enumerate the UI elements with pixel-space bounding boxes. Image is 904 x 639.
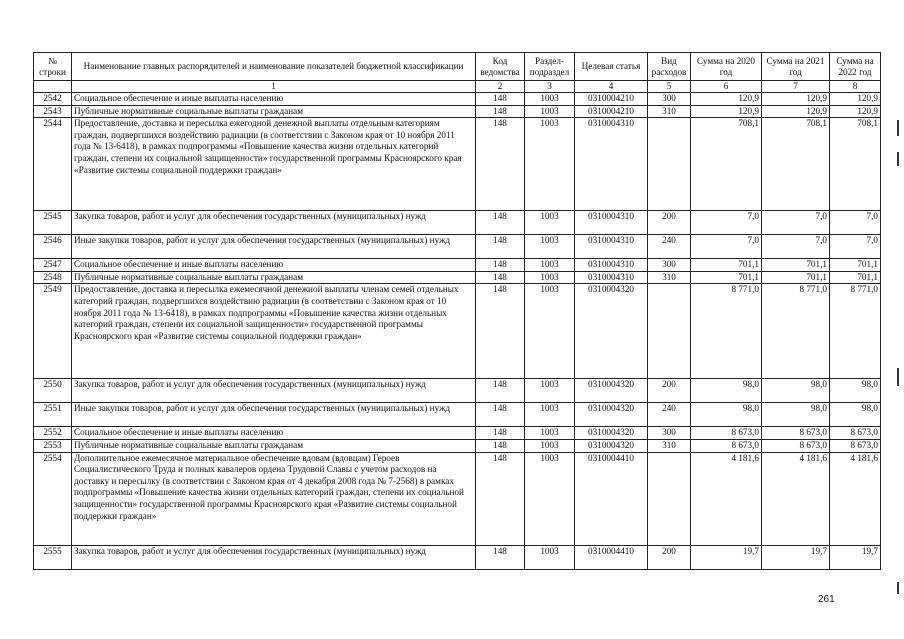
header-cell: Сумма на 2021 год: [762, 53, 830, 81]
page-number: 261: [818, 594, 835, 605]
dept-code-cell: 148: [476, 93, 525, 106]
row-number-cell: 2545: [34, 211, 72, 235]
dept-code-cell: 148: [476, 452, 525, 545]
target-article-cell: 0310004320: [575, 379, 648, 403]
sum-2022-cell: 708,1: [830, 118, 881, 211]
dept-code-cell: 148: [476, 235, 525, 259]
row-number-cell: 2548: [34, 271, 72, 284]
sum-2021-cell: 4 181,6: [762, 452, 830, 545]
row-name-cell: Социальное обеспечение и иные выплаты населению: [72, 93, 476, 106]
expense-type-cell: [648, 284, 691, 379]
header-cell: Раздел-подраздел: [525, 53, 575, 81]
sum-2020-cell: 98,0: [691, 379, 762, 403]
target-article-cell: 0310004310: [575, 259, 648, 272]
target-article-cell: 0310004410: [575, 452, 648, 545]
target-article-cell: 0310004320: [575, 284, 648, 379]
row-number-cell: 2543: [34, 105, 72, 118]
table-row: [34, 93, 881, 106]
dept-code-cell: 148: [476, 271, 525, 284]
sum-2022-cell: 701,1: [830, 259, 881, 272]
sum-2020-cell: 701,1: [691, 271, 762, 284]
sum-2021-cell: 120,9: [762, 93, 830, 106]
sum-2022-cell: 4 181,6: [830, 452, 881, 545]
section-cell: 1003: [525, 211, 575, 235]
row-number-cell: 2544: [34, 118, 72, 211]
table-row: [34, 427, 881, 440]
section-cell: 1003: [525, 545, 575, 569]
target-article-cell: 0310004310: [575, 235, 648, 259]
row-number-cell: 2550: [34, 379, 72, 403]
budget-table-sheet: [33, 52, 881, 570]
expense-type-cell: [648, 452, 691, 545]
header-cell: Сумма на 2020 год: [691, 53, 762, 81]
row-number-cell: 2542: [34, 93, 72, 106]
sum-2020-cell: 19,7: [691, 545, 762, 569]
section-cell: 1003: [525, 427, 575, 440]
section-cell: 1003: [525, 93, 575, 106]
table-row: [34, 439, 881, 452]
column-number-cell: 5: [648, 81, 691, 93]
target-article-cell: 0310004320: [575, 427, 648, 440]
sum-2022-cell: 120,9: [830, 93, 881, 106]
table-row: [34, 284, 881, 379]
section-cell: 1003: [525, 284, 575, 379]
scan-margin-mark: [897, 120, 899, 136]
target-article-cell: 0310004310: [575, 118, 648, 211]
dept-code-cell: 148: [476, 403, 525, 427]
table-row: [34, 235, 881, 259]
row-number-cell: 2547: [34, 259, 72, 272]
expense-type-cell: 310: [648, 439, 691, 452]
row-name-cell: Закупка товаров, работ и услуг для обеспечения государственных (муниципальных) нужд: [72, 211, 476, 235]
section-cell: 1003: [525, 379, 575, 403]
sum-2022-cell: 19,7: [830, 545, 881, 569]
table-row: [34, 259, 881, 272]
sum-2022-cell: 8 771,0: [830, 284, 881, 379]
sum-2022-cell: 8 673,0: [830, 427, 881, 440]
row-number-cell: 2553: [34, 439, 72, 452]
target-article-cell: 0310004410: [575, 545, 648, 569]
expense-type-cell: 310: [648, 105, 691, 118]
column-number-cell: [34, 81, 72, 93]
sum-2021-cell: 8 771,0: [762, 284, 830, 379]
table-row: [34, 105, 881, 118]
target-article-cell: 0310004320: [575, 403, 648, 427]
row-name-cell: Социальное обеспечение и иные выплаты населению: [72, 259, 476, 272]
table-row: [34, 271, 881, 284]
dept-code-cell: 148: [476, 427, 525, 440]
sum-2022-cell: 120,9: [830, 105, 881, 118]
row-name-cell: Социальное обеспечение и иные выплаты населению: [72, 427, 476, 440]
row-number-cell: 2555: [34, 545, 72, 569]
expense-type-cell: 240: [648, 235, 691, 259]
sum-2021-cell: 701,1: [762, 271, 830, 284]
sum-2021-cell: 708,1: [762, 118, 830, 211]
sum-2021-cell: 7,0: [762, 211, 830, 235]
dept-code-cell: 148: [476, 439, 525, 452]
sum-2020-cell: 8 771,0: [691, 284, 762, 379]
sum-2020-cell: 98,0: [691, 403, 762, 427]
column-number-cell: 1: [72, 81, 476, 93]
row-name-cell: Публичные нормативные социальные выплаты гражданам: [72, 439, 476, 452]
dept-code-cell: 148: [476, 118, 525, 211]
row-name-cell: Дополнительное ежемесячное материальное обеспечение вдовам (вдовцам) Героев Социалистического Труда и полных кавалеров ордена Трудовой Славы с учетом расходов на доставку и пересылку (в соответствии с Законом края от 4 декабря 2008 года № 7-2568) в рамках подпрограммы «Повышение качества жизни отдельных категорий граждан, степени их социальной защищенности» государственной программы Красноярского края «Развитие системы социальной поддержки граждан»: [72, 452, 476, 545]
expense-type-cell: 200: [648, 211, 691, 235]
column-number-cell: 8: [830, 81, 881, 93]
sum-2021-cell: 8 673,0: [762, 439, 830, 452]
scan-margin-mark: [897, 152, 899, 166]
row-name-cell: Закупка товаров, работ и услуг для обеспечения государственных (муниципальных) нужд: [72, 545, 476, 569]
table-body: [34, 93, 881, 570]
header-cell: Код ведомства: [476, 53, 525, 81]
budget-table: [33, 52, 881, 570]
expense-type-cell: 200: [648, 379, 691, 403]
table-row: [34, 452, 881, 545]
sum-2020-cell: 8 673,0: [691, 439, 762, 452]
table-row: [34, 379, 881, 403]
sum-2022-cell: 701,1: [830, 271, 881, 284]
header-cell: Целевая статья: [575, 53, 648, 81]
sum-2021-cell: 120,9: [762, 105, 830, 118]
dept-code-cell: 148: [476, 284, 525, 379]
section-cell: 1003: [525, 403, 575, 427]
column-number-cell: 6: [691, 81, 762, 93]
row-number-cell: 2551: [34, 403, 72, 427]
sum-2020-cell: 120,9: [691, 105, 762, 118]
dept-code-cell: 148: [476, 105, 525, 118]
sum-2021-cell: 8 673,0: [762, 427, 830, 440]
sum-2020-cell: 7,0: [691, 211, 762, 235]
row-name-cell: Закупка товаров, работ и услуг для обеспечения государственных (муниципальных) нужд: [72, 379, 476, 403]
table-row: [34, 545, 881, 569]
header-cell: Вид расходов: [648, 53, 691, 81]
sum-2020-cell: 7,0: [691, 235, 762, 259]
row-name-cell: Предоставление, доставка и пересылка ежегодной денежной выплаты отдельным категориям граждан, подвергшихся воздействию радиации (в соответствии с Законом края от 10 ноября 2011 года № 13-6418), в рамках подпрограммы «Повышение качества жизни отдельных категорий граждан, степени их социальной защищенности» государственной программы Красноярского края «Развитие системы социальной поддержки граждан»: [72, 118, 476, 211]
column-number-cell: 2: [476, 81, 525, 93]
row-name-cell: Публичные нормативные социальные выплаты гражданам: [72, 271, 476, 284]
table-row: [34, 118, 881, 211]
expense-type-cell: 200: [648, 545, 691, 569]
column-number-cell: 7: [762, 81, 830, 93]
row-name-cell: Предоставление, доставка и пересылка ежемесячной денежной выплаты членам семей отдельных категорий граждан, подвергшихся воздействию радиации (в соответствии с Законом края от 10 ноября 2011 года № 13-6418), в рамках подпрограммы «Повышение качества жизни отдельных категорий граждан, степени их социальной защищенности» государственной программы Красноярского края «Развитие системы социальной поддержки граждан»: [72, 284, 476, 379]
expense-type-cell: [648, 118, 691, 211]
section-cell: 1003: [525, 259, 575, 272]
sum-2021-cell: 7,0: [762, 235, 830, 259]
row-number-cell: 2546: [34, 235, 72, 259]
expense-type-cell: 300: [648, 93, 691, 106]
section-cell: 1003: [525, 118, 575, 211]
header-cell: Наименование главных распорядителей и наименование показателей бюджетной классификации: [72, 53, 476, 81]
section-cell: 1003: [525, 105, 575, 118]
expense-type-cell: 310: [648, 271, 691, 284]
sum-2021-cell: 98,0: [762, 379, 830, 403]
sum-2022-cell: 98,0: [830, 379, 881, 403]
section-cell: 1003: [525, 271, 575, 284]
header-cell: № строки: [34, 53, 72, 81]
target-article-cell: 0310004320: [575, 439, 648, 452]
scan-margin-mark: [897, 582, 899, 594]
section-cell: 1003: [525, 452, 575, 545]
row-name-cell: Иные закупки товаров, работ и услуг для обеспечения государственных (муниципальных) нужд: [72, 403, 476, 427]
sum-2020-cell: 120,9: [691, 93, 762, 106]
row-name-cell: Иные закупки товаров, работ и услуг для обеспечения государственных (муниципальных) нужд: [72, 235, 476, 259]
table-row: [34, 211, 881, 235]
sum-2020-cell: 708,1: [691, 118, 762, 211]
target-article-cell: 0310004310: [575, 271, 648, 284]
sum-2021-cell: 19,7: [762, 545, 830, 569]
target-article-cell: 0310004210: [575, 93, 648, 106]
target-article-cell: 0310004210: [575, 105, 648, 118]
sum-2022-cell: 8 673,0: [830, 439, 881, 452]
dept-code-cell: 148: [476, 211, 525, 235]
dept-code-cell: 148: [476, 379, 525, 403]
row-name-cell: Публичные нормативные социальные выплаты гражданам: [72, 105, 476, 118]
sum-2022-cell: 98,0: [830, 403, 881, 427]
section-cell: 1003: [525, 235, 575, 259]
row-number-cell: 2554: [34, 452, 72, 545]
table-row: [34, 403, 881, 427]
expense-type-cell: 240: [648, 403, 691, 427]
section-cell: 1003: [525, 439, 575, 452]
sum-2022-cell: 7,0: [830, 235, 881, 259]
sum-2021-cell: 701,1: [762, 259, 830, 272]
sum-2020-cell: 701,1: [691, 259, 762, 272]
target-article-cell: 0310004310: [575, 211, 648, 235]
expense-type-cell: 300: [648, 427, 691, 440]
table-header: [34, 53, 881, 93]
expense-type-cell: 300: [648, 259, 691, 272]
scan-margin-mark: [897, 368, 899, 386]
sum-2022-cell: 7,0: [830, 211, 881, 235]
dept-code-cell: 148: [476, 545, 525, 569]
dept-code-cell: 148: [476, 259, 525, 272]
sum-2020-cell: 8 673,0: [691, 427, 762, 440]
row-number-cell: 2552: [34, 427, 72, 440]
sum-2020-cell: 4 181,6: [691, 452, 762, 545]
row-number-cell: 2549: [34, 284, 72, 379]
column-number-cell: 3: [525, 81, 575, 93]
column-number-cell: 4: [575, 81, 648, 93]
header-cell: Сумма на 2022 год: [830, 53, 881, 81]
sum-2021-cell: 98,0: [762, 403, 830, 427]
